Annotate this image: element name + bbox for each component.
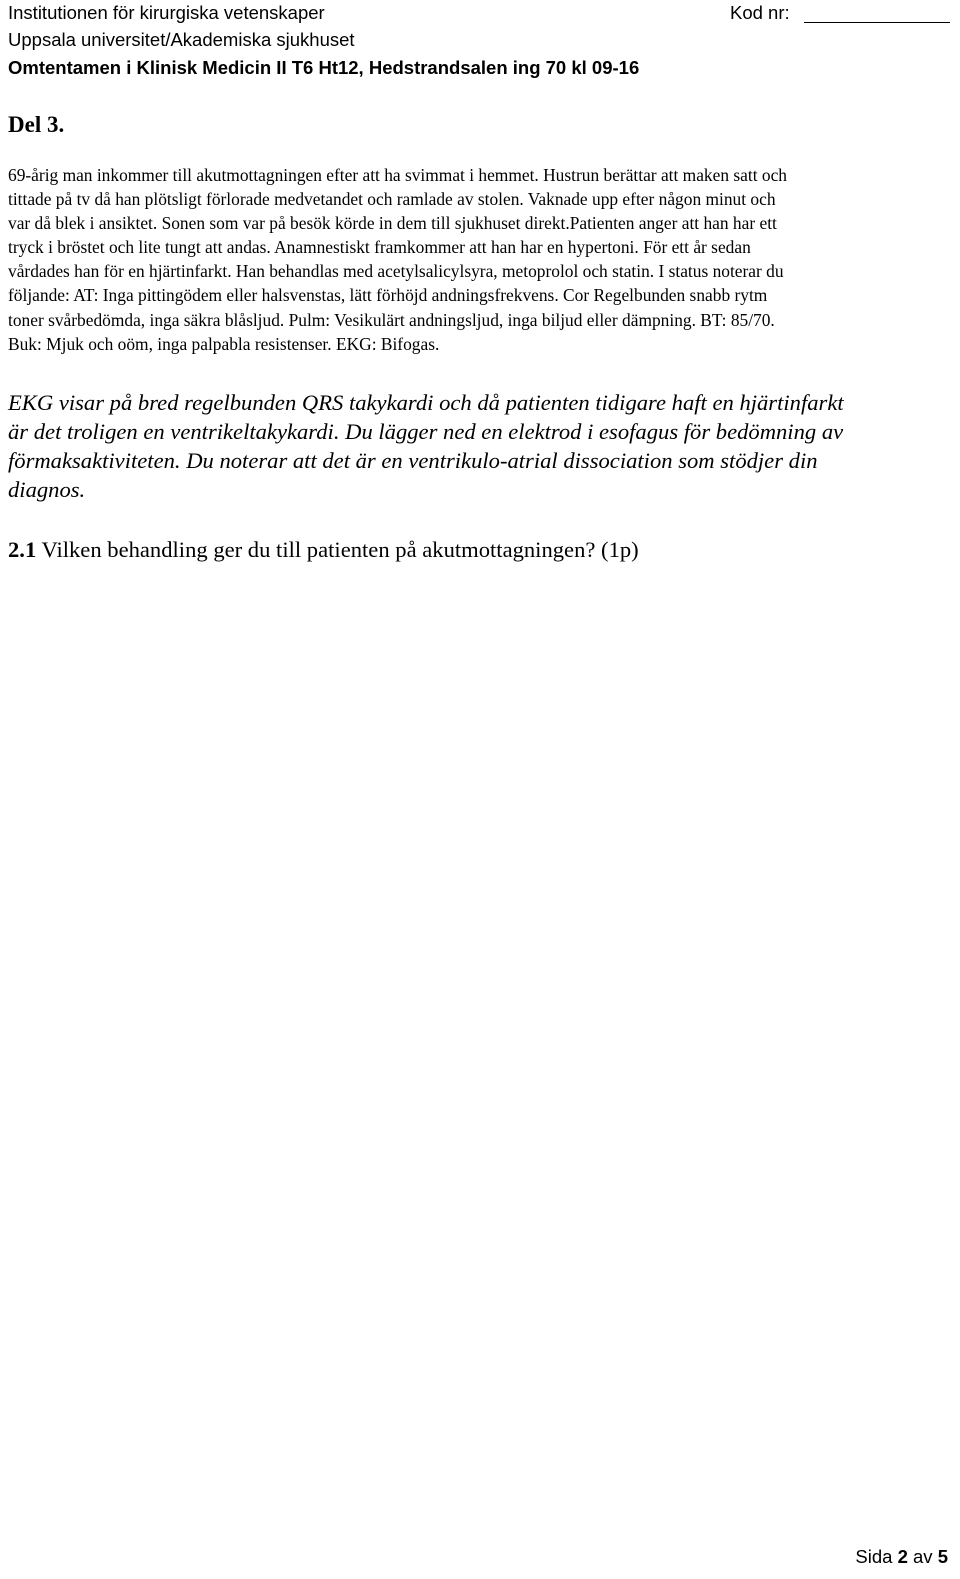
case-line: 69-årig man inkommer till akutmottagningen efter att ha svimmat i hemmet. Hustrun berättar att maken satt och: [8, 165, 787, 185]
question-number: 2.1: [8, 537, 37, 562]
question: [8, 535, 639, 565]
university-name: Uppsala universitet/Akademiska sjukhuset: [8, 29, 355, 50]
case-line: tryck i bröstet och lite tungt att andas. Anamnestiskt framkommer att han har en hypertoni. För ett år sedan: [8, 237, 751, 258]
section-title: Del 3.: [8, 112, 65, 137]
code-number-field[interactable]: [804, 22, 950, 23]
page-mid: av: [907, 1546, 938, 1567]
exam-title: Omtentamen i Klinisk Medicin II T6 Ht12, Hedstrandsalen ing 70 kl 09-16: [8, 57, 640, 78]
case-line: Buk: Mjuk och oöm, inga palpabla resistenser. EKG: Bifogas.: [8, 333, 440, 354]
case-line: vårdades han för en hjärtinfarkt. Han behandlas med acetylsalicylsyra, metoprolol och statin. I status noterar du: [8, 261, 784, 282]
code-number-label: Kod nr:: [730, 2, 790, 23]
page-total: 5: [937, 1546, 948, 1567]
institution-name: Institutionen för kirurgiska vetenskaper: [8, 2, 325, 23]
question-text: Vilken behandling ger du till patienten på akutmottagningen? (1p): [36, 537, 639, 562]
case-line: tittade på tv då han plötsligt förlorade medvetandet och ramlade av stolen. Vaknade upp efter någon minut och: [8, 189, 776, 210]
followup-line: är det troligen en ventrikeltakykardi. Du lägger ned en elektrod i esofagus för bedömning av: [8, 419, 844, 444]
followup-paragraph: [8, 388, 952, 504]
followup-line: diagnos.: [8, 477, 86, 502]
page-current: 2: [897, 1546, 908, 1567]
case-description: [8, 163, 948, 356]
case-line: följande: AT: Inga pittingödem eller halsvenstas, lätt förhöjd andningsfrekvens. Cor Regelbunden snabb rytm: [8, 285, 768, 306]
page-prefix: Sida: [855, 1546, 898, 1567]
case-line: toner svårbedömda, inga säkra blåsljud. Pulm: Vesikulärt andningsljud, inga biljud eller dämpning. BT: 85/70.: [8, 309, 775, 330]
followup-line: förmaksaktiviteten. Du noterar att det är en ventrikulo-atrial dissociation som stödjer din: [8, 448, 818, 473]
case-line: var då blek i ansiktet. Sonen som var på besök körde in dem till sjukhuset direkt.Patienten anger att han har ett: [8, 213, 777, 234]
page-indicator: [855, 1544, 948, 1570]
followup-line: EKG visar på bred regelbunden QRS takykardi och då patienten tidigare haft en hjärtinfarkt: [8, 390, 844, 415]
